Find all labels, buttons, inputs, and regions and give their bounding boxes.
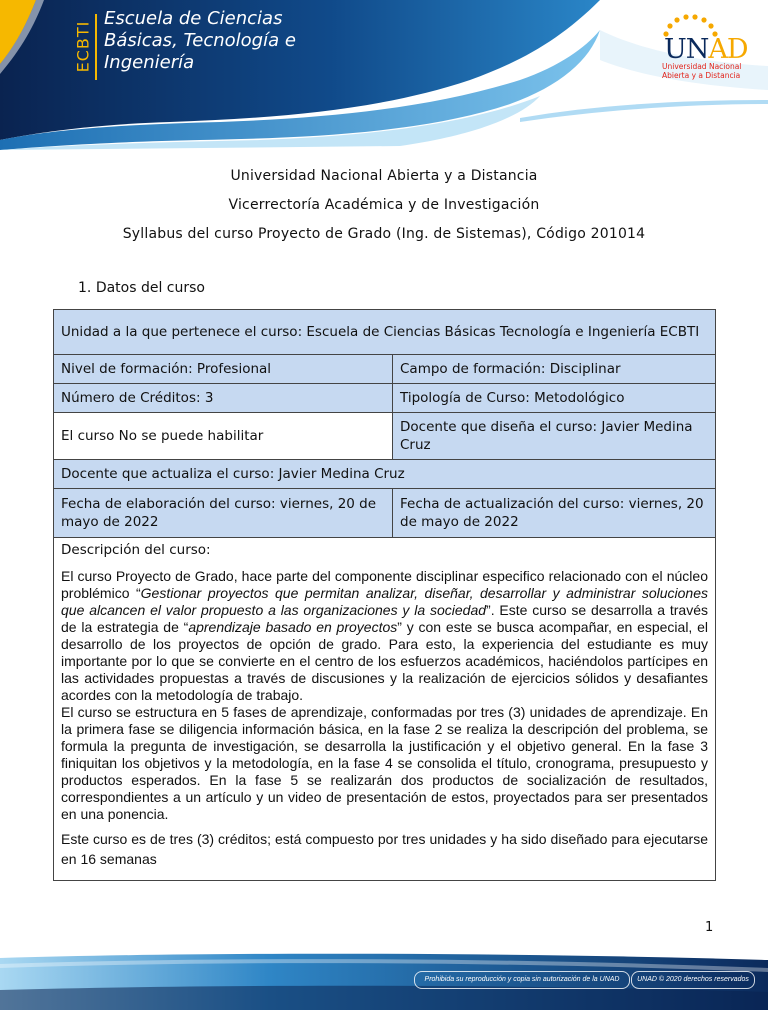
university-title: Universidad Nacional Abierta y a Distancia <box>230 168 538 184</box>
descripcion-paragraph: El curso Proyecto de Grado, hace parte del componente disciplinar especifico relacionado con el núcleo problémico “Gestionar proyectos que permitan analizar, diseñar, desarrollar y administrar soluciones que alcancen el valor propuesto a las organizaciones y la sociedad”. Este curso se desarrolla a través de la estrategia de “aprendizaje basado en proyectos” y con este se busca acompañar, en especial, el desarrollo de los proyectos de opción de grado. Para esto, la experiencia del estudiante es muy importante por lo que se convierte en el centro de los esfuerzos académicos, haciéndolos partícipes en las actividades propuestas a través de discusiones y la realización de ejercicios sólidos y desafiantes acordes con la metodología de trabajo. <box>61 568 709 703</box>
ecbti-vertical-label: ECBTI <box>73 20 93 72</box>
unidad-cell: Unidad a la que pertenece el curso: Escuela de Ciencias Básicas Tecnología e Ingeniería ECBTI <box>54 310 716 355</box>
page-number: 1 <box>705 920 714 935</box>
descripcion-paragraph: Este curso es de tres (3) créditos; está compuesto por tres unidades y ha sido diseñado para ejecutarse en 16 semanas <box>61 831 708 867</box>
docente-disena-cell: Docente que diseña el curso: Javier Medina Cruz <box>393 413 716 460</box>
footer-notice: Prohibida su reproducción y copia sin autorización de la UNAD <box>414 971 630 989</box>
table-row <box>54 489 716 538</box>
header-banner <box>0 0 768 150</box>
logo-wordmark: UNAD <box>664 34 748 65</box>
descripcion-title: Descripción del curso: <box>61 542 211 558</box>
tipologia-cell: Tipología de Curso: Metodológico <box>393 384 716 413</box>
table-row <box>54 310 716 355</box>
vicerrectoria-title: Vicerrectoría Académica y de Investigación <box>228 197 540 213</box>
ecbti-divider <box>95 14 97 80</box>
school-name-line: Ingeniería <box>104 52 195 73</box>
descripcion-cell <box>54 538 716 881</box>
creditos-cell: Número de Créditos: 3 <box>54 384 393 413</box>
nivel-cell: Nivel de formación: Profesional <box>54 355 393 384</box>
descripcion-paragraph: El curso se estructura en 5 fases de aprendizaje, conformadas por tres (3) unidades de aprendizaje. En la primera fase se diligencia información básica, en la fase 2 se realiza la descripción del problema, se formula la pregunta de investigación, se desarrolla la justificación y el objetivo general. En la fase 3 finiquitan los objetivos y la metodología, en la fase 4 se consolida el título, cronograma, presupuesto y productos esperados. En la fase 5 se realizarán dos productos de socialización de resultados, correspondientes a un artículo y un video de presentación de estos, proyectados para ser presentados en una ponencia. <box>61 704 708 822</box>
school-name-line: Escuela de Ciencias <box>104 8 283 29</box>
habilitar-cell: El curso No se puede habilitar <box>54 413 393 460</box>
course-data-table <box>53 309 716 881</box>
logo-subtitle: Universidad Nacional Abierta y a Distancia <box>662 62 742 80</box>
school-name <box>104 8 304 74</box>
unad-logo <box>660 14 760 86</box>
docente-actualiza-cell: Docente que actualiza el curso: Javier Medina Cruz <box>54 460 716 489</box>
section-title: Datos del curso <box>95 280 205 296</box>
table-row <box>54 355 716 384</box>
fecha-actualizacion-cell: Fecha de actualización del curso: viernes, 20 de mayo de 2022 <box>393 489 716 538</box>
school-name-line: Básicas, Tecnología e <box>104 30 296 51</box>
table-row <box>54 384 716 413</box>
fecha-elaboracion-cell: Fecha de elaboración del curso: viernes, 20 de mayo de 2022 <box>54 489 393 538</box>
table-row <box>54 413 716 460</box>
table-row <box>54 538 716 881</box>
document-titles <box>0 162 768 249</box>
section-heading <box>78 280 205 296</box>
section-number: 1. <box>78 280 92 296</box>
syllabus-title: Syllabus del curso Proyecto de Grado (Ing. de Sistemas), Código 201014 <box>122 226 646 242</box>
table-row <box>54 460 716 489</box>
footer-copyright: UNAD © 2020 derechos reservados <box>631 971 755 989</box>
campo-cell: Campo de formación: Disciplinar <box>393 355 716 384</box>
